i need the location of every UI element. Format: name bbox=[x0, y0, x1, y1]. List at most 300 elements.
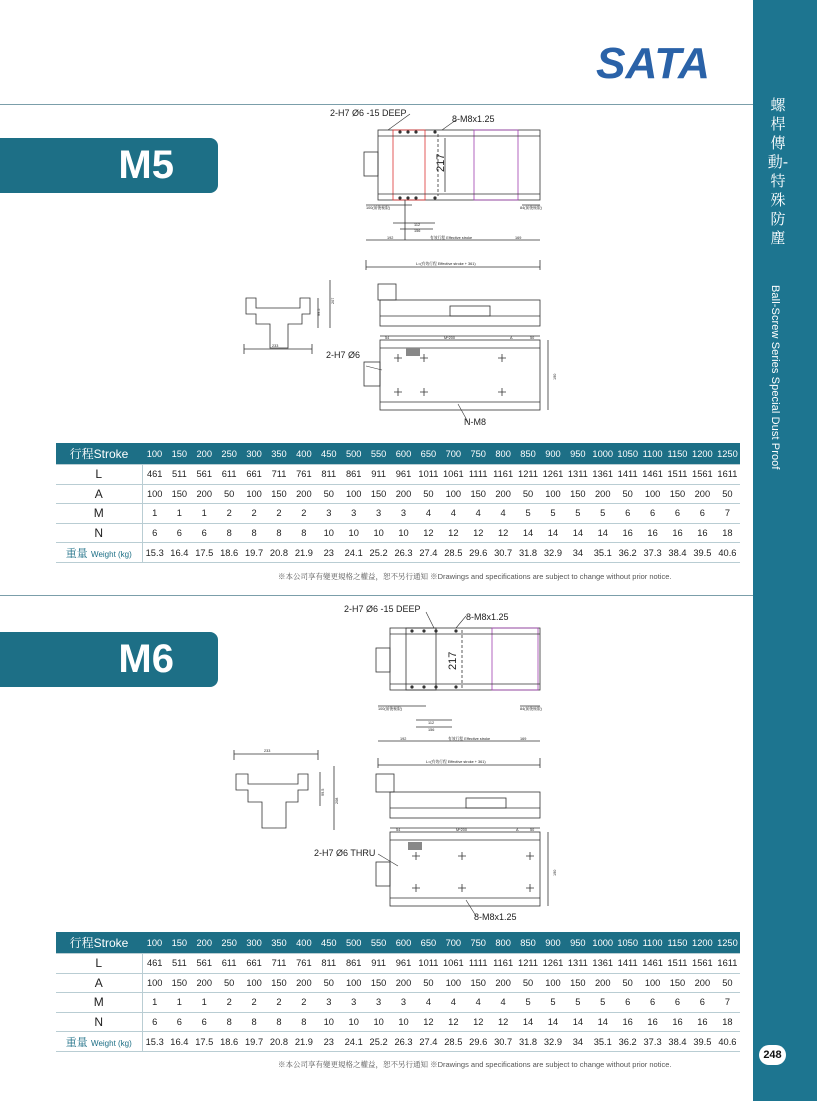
table-cell: 5 bbox=[590, 504, 615, 524]
table-cell: 14 bbox=[516, 523, 541, 543]
table-cell: 16 bbox=[690, 1012, 715, 1032]
sidebar-title-en: Ball-Screw Series Special Dust Proof bbox=[769, 285, 781, 470]
table-cell: 10 bbox=[316, 1012, 341, 1032]
front-view-body bbox=[390, 792, 540, 818]
table-cell: 400 bbox=[291, 443, 316, 465]
table-cell: 1461 bbox=[640, 465, 665, 485]
table-cell: 50 bbox=[316, 973, 341, 993]
table-cell: 811 bbox=[316, 465, 341, 485]
table-cell: 761 bbox=[291, 954, 316, 974]
table-cell: 511 bbox=[167, 954, 192, 974]
table-cell: 911 bbox=[366, 954, 391, 974]
table-cell: 50 bbox=[217, 484, 242, 504]
table-cell: 2 bbox=[242, 504, 267, 524]
table-cell: 1100 bbox=[640, 443, 665, 465]
dim-bottom-b: A bbox=[510, 336, 513, 340]
table-cell: 250 bbox=[217, 932, 242, 954]
table-cell: 4 bbox=[441, 993, 466, 1013]
table-cell: 150 bbox=[167, 932, 192, 954]
table-cell: 150 bbox=[565, 973, 590, 993]
table-cell: 100 bbox=[640, 484, 665, 504]
table-cell: 1061 bbox=[441, 465, 466, 485]
table-cell: 14 bbox=[565, 523, 590, 543]
table-cell: 661 bbox=[242, 465, 267, 485]
table-cell: 12 bbox=[441, 523, 466, 543]
label-text: 行程 bbox=[69, 447, 94, 461]
top-view-body bbox=[390, 628, 540, 690]
table-cell: 4 bbox=[466, 993, 491, 1013]
table-row bbox=[56, 993, 740, 1013]
table-cell: 350 bbox=[267, 443, 292, 465]
table-cell: 50 bbox=[416, 484, 441, 504]
table-cell: 1111 bbox=[466, 954, 491, 974]
table-cell: 25.2 bbox=[366, 1032, 391, 1052]
table-cell: 200 bbox=[590, 973, 615, 993]
table-cell: 6 bbox=[167, 1012, 192, 1032]
table-cell: 2 bbox=[267, 993, 292, 1013]
table-cell: 661 bbox=[242, 954, 267, 974]
row-label: L bbox=[56, 954, 142, 974]
dim-left-stroke: 192 bbox=[387, 236, 394, 240]
table-cell: 461 bbox=[142, 954, 167, 974]
table-cell: 961 bbox=[391, 465, 416, 485]
table-cell: 4 bbox=[466, 504, 491, 524]
dim-total: L=(有效行程 Effective stroke + 361) bbox=[426, 760, 486, 764]
table-cell: 500 bbox=[341, 932, 366, 954]
table-cell: 5 bbox=[541, 993, 566, 1013]
table-cell: 861 bbox=[341, 465, 366, 485]
table-cell: 961 bbox=[391, 954, 416, 974]
table-cell: 16 bbox=[665, 1012, 690, 1032]
label-text: 行程 bbox=[69, 936, 94, 950]
table-cell: 750 bbox=[466, 932, 491, 954]
table-cell: 100 bbox=[142, 973, 167, 993]
table-cell: 10 bbox=[341, 1012, 366, 1032]
table-cell: 3 bbox=[341, 504, 366, 524]
section-divider-2 bbox=[0, 595, 753, 596]
table-cell: 500 bbox=[341, 443, 366, 465]
page-number: 248 bbox=[759, 1045, 786, 1065]
table-cell: 6 bbox=[142, 1012, 167, 1032]
table-cell: 25.2 bbox=[366, 543, 391, 563]
table-cell: 200 bbox=[192, 484, 217, 504]
table-cell: 1 bbox=[142, 993, 167, 1013]
table-cell: 811 bbox=[316, 954, 341, 974]
table-cell: 200 bbox=[192, 932, 217, 954]
table-cell: 6 bbox=[690, 504, 715, 524]
table-cell: 911 bbox=[366, 465, 391, 485]
dim-bottom-b: A bbox=[516, 828, 519, 832]
row-label bbox=[56, 543, 142, 563]
spec-table-m6 bbox=[56, 932, 740, 1052]
table-cell: 37.3 bbox=[640, 543, 665, 563]
table-cell: 2 bbox=[291, 504, 316, 524]
table-cell: 611 bbox=[217, 465, 242, 485]
label-top-thread: 8-M8x1.25 bbox=[466, 612, 509, 622]
table-cell: 17.5 bbox=[192, 1032, 217, 1052]
table-cell: 50 bbox=[516, 973, 541, 993]
table-cell: 24.1 bbox=[341, 1032, 366, 1052]
table-cell: 1200 bbox=[690, 443, 715, 465]
drawing-m5 bbox=[230, 108, 557, 430]
carriage-end-outline bbox=[474, 130, 518, 200]
table-cell: 10 bbox=[391, 1012, 416, 1032]
table-cell: 1361 bbox=[590, 465, 615, 485]
table-cell: 850 bbox=[516, 932, 541, 954]
table-cell: 550 bbox=[366, 932, 391, 954]
table-cell: 40.6 bbox=[715, 1032, 740, 1052]
table-cell: 34 bbox=[565, 543, 590, 563]
label-text: Weight (kg) bbox=[91, 549, 132, 559]
dim-end-right: 84(前後極限) bbox=[520, 206, 542, 210]
table-cell: 750 bbox=[466, 443, 491, 465]
table-cell: 1150 bbox=[665, 932, 690, 954]
table-cell: 19.7 bbox=[242, 1032, 267, 1052]
dim-bottom-c: 50 bbox=[530, 336, 535, 340]
table-cell: 150 bbox=[167, 443, 192, 465]
table-cell: 8 bbox=[242, 523, 267, 543]
table-cell: 511 bbox=[167, 465, 192, 485]
table-cell: 150 bbox=[366, 973, 391, 993]
table-cell: 16 bbox=[690, 523, 715, 543]
table-cell: 6 bbox=[615, 993, 640, 1013]
table-row bbox=[56, 973, 740, 993]
table-cell: 150 bbox=[665, 973, 690, 993]
table-cell: 300 bbox=[242, 443, 267, 465]
table-cell: 950 bbox=[565, 443, 590, 465]
table-cell: 1411 bbox=[615, 465, 640, 485]
table-cell: 100 bbox=[242, 973, 267, 993]
table-cell: 6 bbox=[690, 993, 715, 1013]
disclaimer-note-m5: ※本公司享有變更規格之權益，恕不另行通知 ※Drawings and specifications are subject to change without prior notice. bbox=[278, 572, 672, 581]
table-cell: 8 bbox=[267, 1012, 292, 1032]
table-cell: 100 bbox=[541, 973, 566, 993]
table-cell: 850 bbox=[516, 443, 541, 465]
table-cell: 150 bbox=[665, 484, 690, 504]
table-cell: 34 bbox=[565, 1032, 590, 1052]
table-cell: 200 bbox=[690, 973, 715, 993]
table-cell: 8 bbox=[242, 1012, 267, 1032]
label-text: Stroke bbox=[93, 447, 129, 461]
table-cell: 1161 bbox=[491, 465, 516, 485]
table-cell: 50 bbox=[416, 973, 441, 993]
dim-bottom-height: 190 bbox=[553, 373, 557, 380]
dim-small-1: 112 bbox=[414, 223, 421, 227]
table-cell: 200 bbox=[291, 484, 316, 504]
carriage-end-outline bbox=[492, 628, 538, 690]
label-text: 重量 bbox=[65, 547, 88, 560]
table-cell: 3 bbox=[316, 993, 341, 1013]
table-cell: 36.2 bbox=[615, 1032, 640, 1052]
table-cell: 2 bbox=[291, 993, 316, 1013]
table-cell: 711 bbox=[267, 465, 292, 485]
row-label bbox=[56, 1032, 142, 1052]
stroke-header bbox=[56, 443, 142, 465]
table-row bbox=[56, 465, 740, 485]
label-bottom-thread: 8-M8x1.25 bbox=[474, 912, 517, 922]
table-cell: 39.5 bbox=[690, 1032, 715, 1052]
table-cell: 800 bbox=[491, 443, 516, 465]
row-label: M bbox=[56, 993, 142, 1013]
dim-height: 217 bbox=[435, 153, 447, 172]
table-cell: 21.9 bbox=[291, 543, 316, 563]
table-cell: 700 bbox=[441, 932, 466, 954]
table-cell: 1161 bbox=[491, 954, 516, 974]
table-cell: 3 bbox=[316, 504, 341, 524]
table-cell: 900 bbox=[541, 443, 566, 465]
table-cell: 26.3 bbox=[391, 1032, 416, 1052]
table-cell: 28.5 bbox=[441, 543, 466, 563]
table-cell: 1250 bbox=[715, 443, 740, 465]
table-cell: 14 bbox=[516, 1012, 541, 1032]
table-cell: 16.4 bbox=[167, 543, 192, 563]
table-cell: 10 bbox=[391, 523, 416, 543]
table-cell: 1000 bbox=[590, 932, 615, 954]
model-tab-m5: M5 bbox=[0, 138, 218, 193]
table-cell: 50 bbox=[715, 973, 740, 993]
table-cell: 1561 bbox=[690, 954, 715, 974]
table-row bbox=[56, 484, 740, 504]
row-label: N bbox=[56, 1012, 142, 1032]
table-cell: 35.1 bbox=[590, 543, 615, 563]
table-cell: 4 bbox=[416, 504, 441, 524]
table-cell: 1050 bbox=[615, 932, 640, 954]
dim-left-stroke: 192 bbox=[400, 737, 407, 741]
table-cell: 23 bbox=[316, 543, 341, 563]
table-cell: 150 bbox=[267, 484, 292, 504]
drawing-m6 bbox=[230, 600, 557, 926]
dim-bottom-a: 54 bbox=[396, 828, 401, 832]
table-cell: 8 bbox=[217, 523, 242, 543]
table-row bbox=[56, 1012, 740, 1032]
table-cell: 18 bbox=[715, 1012, 740, 1032]
section-divider-1 bbox=[0, 104, 753, 105]
table-cell: 3 bbox=[341, 993, 366, 1013]
table-cell: 350 bbox=[267, 932, 292, 954]
row-label: A bbox=[56, 973, 142, 993]
table-cell: 8 bbox=[291, 523, 316, 543]
table-cell: 200 bbox=[391, 973, 416, 993]
dim-total: L=(有效行程 Effective stroke + 361) bbox=[416, 262, 476, 266]
table-cell: 1261 bbox=[541, 465, 566, 485]
table-cell: 12 bbox=[416, 1012, 441, 1032]
table-cell: 100 bbox=[441, 973, 466, 993]
table-cell: 16 bbox=[640, 1012, 665, 1032]
dim-end-left: 100(前後極限) bbox=[378, 707, 403, 711]
table-cell: 2 bbox=[217, 504, 242, 524]
table-cell: 27.4 bbox=[416, 543, 441, 563]
label-top-pin: 2-H7 Ø6 -15 DEEP bbox=[344, 604, 421, 614]
table-cell: 38.4 bbox=[665, 1032, 690, 1052]
table-cell: 100 bbox=[441, 484, 466, 504]
table-cell: 10 bbox=[366, 523, 391, 543]
table-cell: 40.6 bbox=[715, 543, 740, 563]
table-cell: 5 bbox=[516, 504, 541, 524]
table-cell: 150 bbox=[267, 973, 292, 993]
table-cell: 1061 bbox=[441, 954, 466, 974]
table-cell: 12 bbox=[466, 523, 491, 543]
table-cell: 3 bbox=[366, 993, 391, 1013]
table-cell: 50 bbox=[615, 484, 640, 504]
table-cell: 15.3 bbox=[142, 1032, 167, 1052]
table-cell: 12 bbox=[491, 1012, 516, 1032]
table-cell: 6 bbox=[640, 993, 665, 1013]
table-cell: 1511 bbox=[665, 954, 690, 974]
sidebar-title-cn: 螺桿傳動-特殊防塵 bbox=[767, 96, 789, 247]
table-cell: 3 bbox=[391, 993, 416, 1013]
label-bottom-pin: 2-H7 Ø6 THRU bbox=[314, 848, 376, 858]
table-cell: 17.5 bbox=[192, 543, 217, 563]
table-cell: 650 bbox=[416, 932, 441, 954]
table-cell: 12 bbox=[441, 1012, 466, 1032]
table-cell: 100 bbox=[640, 973, 665, 993]
table-cell: 450 bbox=[316, 443, 341, 465]
table-cell: 10 bbox=[316, 523, 341, 543]
table-cell: 6 bbox=[192, 523, 217, 543]
dim-eff-stroke: 有效行程 Effective stroke bbox=[430, 236, 473, 240]
table-cell: 200 bbox=[192, 443, 217, 465]
table-cell: 4 bbox=[416, 993, 441, 1013]
dim-eff-stroke: 有效行程 Effective stroke bbox=[448, 737, 491, 741]
dim-side-h1: 99.5 bbox=[321, 788, 325, 796]
table-cell: 100 bbox=[541, 484, 566, 504]
table-row-weight bbox=[56, 543, 740, 563]
dim-height: 217 bbox=[447, 651, 459, 670]
table-cell: 1 bbox=[167, 504, 192, 524]
table-cell: 30.7 bbox=[491, 1032, 516, 1052]
table-cell: 12 bbox=[491, 523, 516, 543]
table-cell: 1 bbox=[192, 504, 217, 524]
table-cell: 1211 bbox=[516, 465, 541, 485]
table-cell: 1 bbox=[192, 993, 217, 1013]
side-view-profile bbox=[236, 774, 308, 828]
dim-side-width: 233 bbox=[264, 749, 271, 753]
table-cell: 2 bbox=[217, 993, 242, 1013]
row-label: N bbox=[56, 523, 142, 543]
sata-logo bbox=[596, 39, 710, 88]
table-cell: 28.5 bbox=[441, 1032, 466, 1052]
table-cell: 1100 bbox=[640, 932, 665, 954]
table-cell: 6 bbox=[192, 1012, 217, 1032]
table-cell: 150 bbox=[466, 973, 491, 993]
table-cell: 14 bbox=[565, 1012, 590, 1032]
stroke-header bbox=[56, 932, 142, 954]
table-cell: 6 bbox=[665, 504, 690, 524]
side-view-profile bbox=[246, 298, 310, 348]
table-cell: 1511 bbox=[665, 465, 690, 485]
table-cell: 8 bbox=[291, 1012, 316, 1032]
label-top-thread: 8-M8x1.25 bbox=[452, 114, 495, 124]
carriage-outline bbox=[393, 130, 425, 200]
table-cell: 461 bbox=[142, 465, 167, 485]
table-cell: 561 bbox=[192, 465, 217, 485]
table-cell: 18.6 bbox=[217, 1032, 242, 1052]
spec-table-m5 bbox=[56, 443, 740, 563]
table-cell: 600 bbox=[391, 932, 416, 954]
table-cell: 36.2 bbox=[615, 543, 640, 563]
table-cell: 100 bbox=[142, 443, 167, 465]
table-cell: 1261 bbox=[541, 954, 566, 974]
table-cell: 400 bbox=[291, 932, 316, 954]
table-cell: 100 bbox=[142, 484, 167, 504]
table-cell: 300 bbox=[242, 932, 267, 954]
table-cell: 200 bbox=[391, 484, 416, 504]
table-cell: 150 bbox=[466, 484, 491, 504]
dim-right-stroke: 169 bbox=[520, 737, 527, 741]
dim-bottom-m: M*200 bbox=[456, 828, 467, 832]
dim-side-h2: 207 bbox=[331, 297, 335, 304]
table-cell: 6 bbox=[665, 993, 690, 1013]
table-cell: 1250 bbox=[715, 932, 740, 954]
table-row bbox=[56, 954, 740, 974]
table-cell: 600 bbox=[391, 443, 416, 465]
table-cell: 950 bbox=[565, 932, 590, 954]
table-cell: 16 bbox=[640, 523, 665, 543]
table-cell: 711 bbox=[267, 954, 292, 974]
table-cell: 6 bbox=[615, 504, 640, 524]
table-cell: 100 bbox=[142, 932, 167, 954]
row-label: A bbox=[56, 484, 142, 504]
table-cell: 23 bbox=[316, 1032, 341, 1052]
table-cell: 29.6 bbox=[466, 543, 491, 563]
table-cell: 6 bbox=[640, 504, 665, 524]
table-cell: 3 bbox=[391, 504, 416, 524]
table-cell: 1011 bbox=[416, 954, 441, 974]
table-cell: 1561 bbox=[690, 465, 715, 485]
table-cell: 200 bbox=[192, 973, 217, 993]
table-cell: 5 bbox=[516, 993, 541, 1013]
table-cell: 50 bbox=[316, 484, 341, 504]
table-cell: 3 bbox=[366, 504, 391, 524]
table-cell: 1 bbox=[167, 993, 192, 1013]
table-cell: 20.8 bbox=[267, 543, 292, 563]
table-cell: 6 bbox=[167, 523, 192, 543]
table-header-row bbox=[56, 932, 740, 954]
table-cell: 19.7 bbox=[242, 543, 267, 563]
table-cell: 1111 bbox=[466, 465, 491, 485]
disclaimer-note-m6: ※本公司享有變更規格之權益，恕不另行通知 ※Drawings and specifications are subject to change without prior notice. bbox=[278, 1060, 672, 1069]
table-cell: 1411 bbox=[615, 954, 640, 974]
label-text: Weight (kg) bbox=[91, 1038, 132, 1048]
table-cell: 35.1 bbox=[590, 1032, 615, 1052]
table-cell: 900 bbox=[541, 932, 566, 954]
table-cell: 800 bbox=[491, 932, 516, 954]
table-cell: 8 bbox=[267, 523, 292, 543]
table-cell: 150 bbox=[366, 484, 391, 504]
table-cell: 650 bbox=[416, 443, 441, 465]
table-cell: 700 bbox=[441, 443, 466, 465]
dim-side-h1: 99.5 bbox=[317, 308, 321, 316]
dim-end-right: 84(前後極限) bbox=[520, 707, 542, 711]
top-view-body bbox=[378, 130, 540, 200]
table-cell: 26.3 bbox=[391, 543, 416, 563]
table-cell: 450 bbox=[316, 932, 341, 954]
table-cell: 200 bbox=[590, 484, 615, 504]
table-cell: 50 bbox=[516, 484, 541, 504]
table-cell: 7 bbox=[715, 993, 740, 1013]
label-text: 重量 bbox=[65, 1036, 88, 1049]
dim-bottom-m: M*200 bbox=[444, 336, 455, 340]
carriage-outline bbox=[406, 628, 436, 690]
table-cell: 1011 bbox=[416, 465, 441, 485]
dim-bottom-height: 190 bbox=[553, 869, 557, 876]
table-cell: 10 bbox=[366, 1012, 391, 1032]
table-cell: 1311 bbox=[565, 954, 590, 974]
row-label: L bbox=[56, 465, 142, 485]
dim-small-1: 112 bbox=[428, 721, 435, 725]
table-cell: 200 bbox=[690, 484, 715, 504]
front-view-body bbox=[380, 300, 540, 326]
